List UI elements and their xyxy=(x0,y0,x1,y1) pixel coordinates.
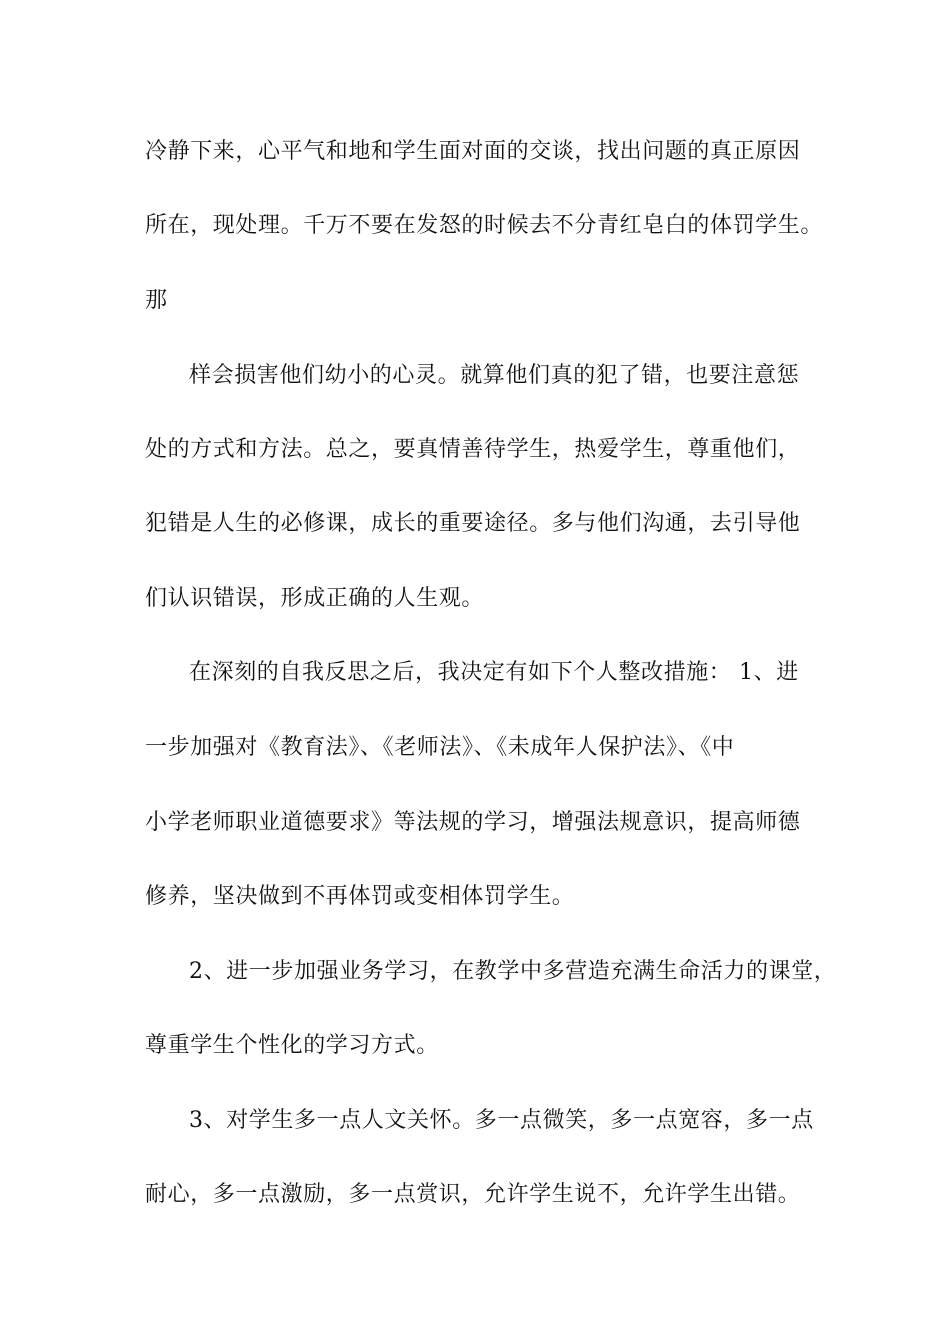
text-line: 3、对学生多一点人文关怀。多一点微笑，多一点宽容，多一点 xyxy=(189,1108,814,1133)
text-line: 耐心，多一点激励，多一点赏识，允许学生说不，允许学生出错。 xyxy=(145,1182,801,1207)
text-line: 样会损害他们幼小的心灵。就算他们真的犯了错，也要注意惩 xyxy=(189,363,800,388)
text-line: 冷静下来，心平气和地和学生面对面的交谈，找出问题的真正原因 xyxy=(145,139,801,164)
text-line: 修养，坚决做到不再体罚或变相体罚学生。 xyxy=(145,884,575,909)
text-line: 尊重学生个性化的学习方式。 xyxy=(145,1033,439,1058)
text-line: 一步加强对《教育法》、《老师法》、《未成年人保护法》、《中 xyxy=(145,735,735,760)
text-line: 犯错是人生的必修课，成长的重要途径。多与他们沟通，去引导他 xyxy=(145,511,801,536)
text-line: 所在，现处理。千万不要在发怒的时候去不分青红皂白的体罚学生。 xyxy=(145,213,824,238)
text-line: 处的方式和方法。总之，要真情善待学生，热爱学生，尊重他们， xyxy=(145,437,801,462)
text-line: 在深刻的自我反思之后，我决定有如下个人整改措施： 1、进 xyxy=(189,660,799,685)
text-line: 2、进一步加强业务学习，在教学中多营造充满生命活力的课堂， xyxy=(189,959,837,984)
text-line: 那 xyxy=(145,288,168,313)
text-line: 们认识错误，形成正确的人生观。 xyxy=(145,586,485,611)
text-line: 小学老师职业道德要求》等法规的学习，增强法规意识，提高师德 xyxy=(145,810,801,835)
